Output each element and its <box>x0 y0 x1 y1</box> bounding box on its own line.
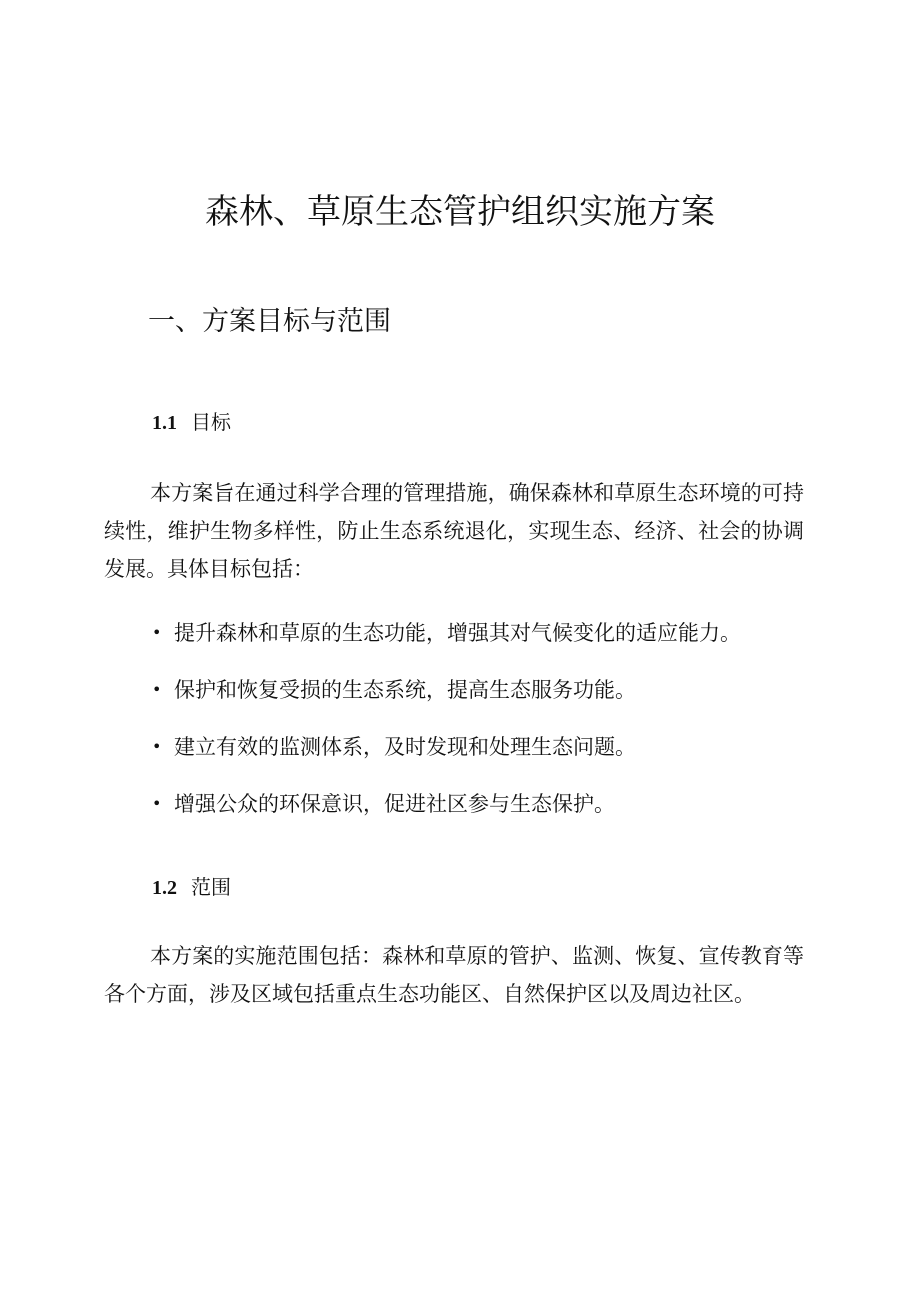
list-item <box>152 675 832 705</box>
subsection-heading-goals <box>152 407 231 438</box>
document-title: 森林、草原生态管护组织实施方案 <box>205 192 715 232</box>
subsection-title: 范围 <box>191 875 231 899</box>
list-item-text: 提升森林和草原的生态功能，增强其对气候变化的适应能力。 <box>174 621 741 645</box>
bullet-icon: • <box>152 623 162 642</box>
goals-paragraph: 本方案旨在通过科学合理的管理措施，确保森林和草原生态环境的可持续性，维护生物多样性，防止生态系统退化，实现生态、经济、社会的协调发展。具体目标包括： <box>104 481 804 581</box>
section-heading-goals-scope: 一、方案目标与范围 <box>148 306 391 337</box>
subsection-number: 1.2 <box>152 877 177 899</box>
list-item <box>152 789 832 819</box>
goals-bullet-list <box>152 618 832 846</box>
bullet-icon: • <box>152 794 162 813</box>
scope-paragraph: 本方案的实施范围包括：森林和草原的管护、监测、恢复、宣传教育等各个方面，涉及区域包括重点生态功能区、自然保护区以及周边社区。 <box>104 944 804 1006</box>
bullet-icon: • <box>152 680 162 699</box>
bullet-icon: • <box>152 737 162 756</box>
list-item-text: 保护和恢复受损的生态系统，提高生态服务功能。 <box>174 678 636 702</box>
subsection-title: 目标 <box>191 410 231 434</box>
list-item-text: 建立有效的监测体系，及时发现和处理生态问题。 <box>174 735 636 759</box>
subsection-heading-scope <box>152 872 231 903</box>
subsection-number: 1.1 <box>152 412 177 434</box>
list-item <box>152 618 832 648</box>
list-item-text: 增强公众的环保意识，促进社区参与生态保护。 <box>174 792 615 816</box>
list-item <box>152 732 832 762</box>
